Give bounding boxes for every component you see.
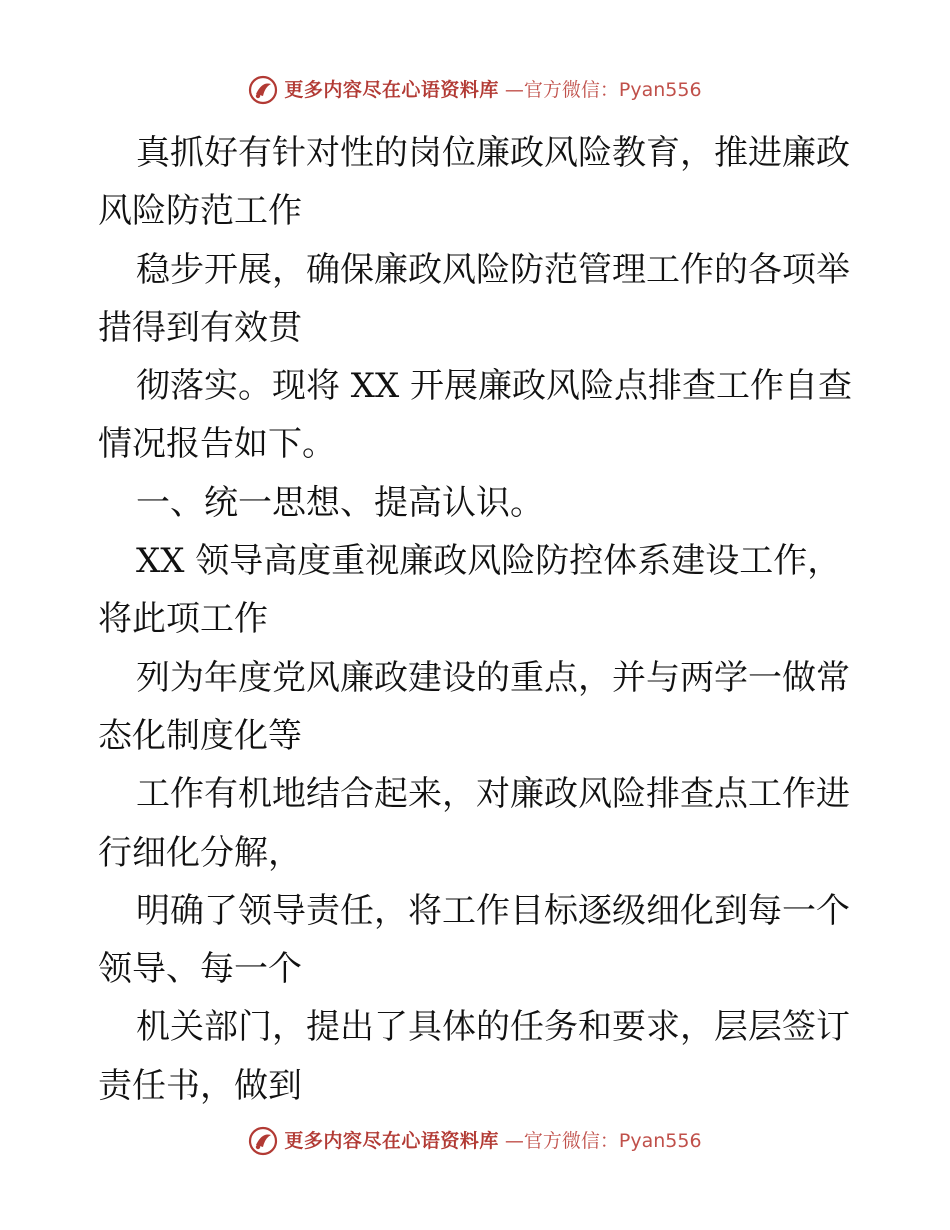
footer-site-text: 更多内容尽在心语资料库 bbox=[284, 1130, 499, 1152]
text-line: 情况报告如下。 bbox=[98, 424, 336, 465]
footer-wechat-text: —官方微信：Pyan556 bbox=[504, 1130, 702, 1152]
text-line: 彻落实。现将 XX 开展廉政风险点排查工作自查 bbox=[136, 366, 853, 407]
section-heading: 一、统一思想、提高认识。 bbox=[136, 482, 544, 523]
footer-banner bbox=[0, 1126, 950, 1156]
document-body bbox=[98, 124, 858, 1115]
text-line: 态化制度化等 bbox=[98, 715, 302, 756]
brand-logo-icon bbox=[248, 75, 278, 105]
text-line: 列为年度党风廉政建设的重点，并与两学一做常 bbox=[136, 657, 850, 698]
banner-site-text: 更多内容尽在心语资料库 bbox=[284, 79, 499, 101]
text-line: XX 领导高度重视廉政风险防控体系建设工作， bbox=[136, 541, 842, 582]
text-line: 措得到有效贯 bbox=[98, 307, 302, 348]
text-line: 风险防范工作 bbox=[98, 191, 302, 232]
text-line: 机关部门，提出了具体的任务和要求，层层签订 bbox=[136, 1007, 850, 1048]
text-line: 工作有机地结合起来，对廉政风险排查点工作进 bbox=[136, 774, 850, 815]
text-line: 真抓好有针对性的岗位廉政风险教育，推进廉政 bbox=[136, 133, 850, 173]
brand-logo-icon bbox=[248, 1126, 278, 1156]
text-line: 明确了领导责任，将工作目标逐级细化到每一个 bbox=[136, 890, 850, 931]
text-line: 责任书，做到 bbox=[98, 1065, 302, 1106]
text-line: 稳步开展，确保廉政风险防范管理工作的各项举 bbox=[136, 249, 850, 290]
text-line: 领导、每一个 bbox=[98, 949, 302, 990]
banner-wechat-text: —官方微信：Pyan556 bbox=[504, 79, 702, 101]
header-banner bbox=[0, 75, 950, 105]
text-line: 行细化分解， bbox=[98, 832, 302, 873]
text-line: 将此项工作 bbox=[98, 599, 268, 640]
